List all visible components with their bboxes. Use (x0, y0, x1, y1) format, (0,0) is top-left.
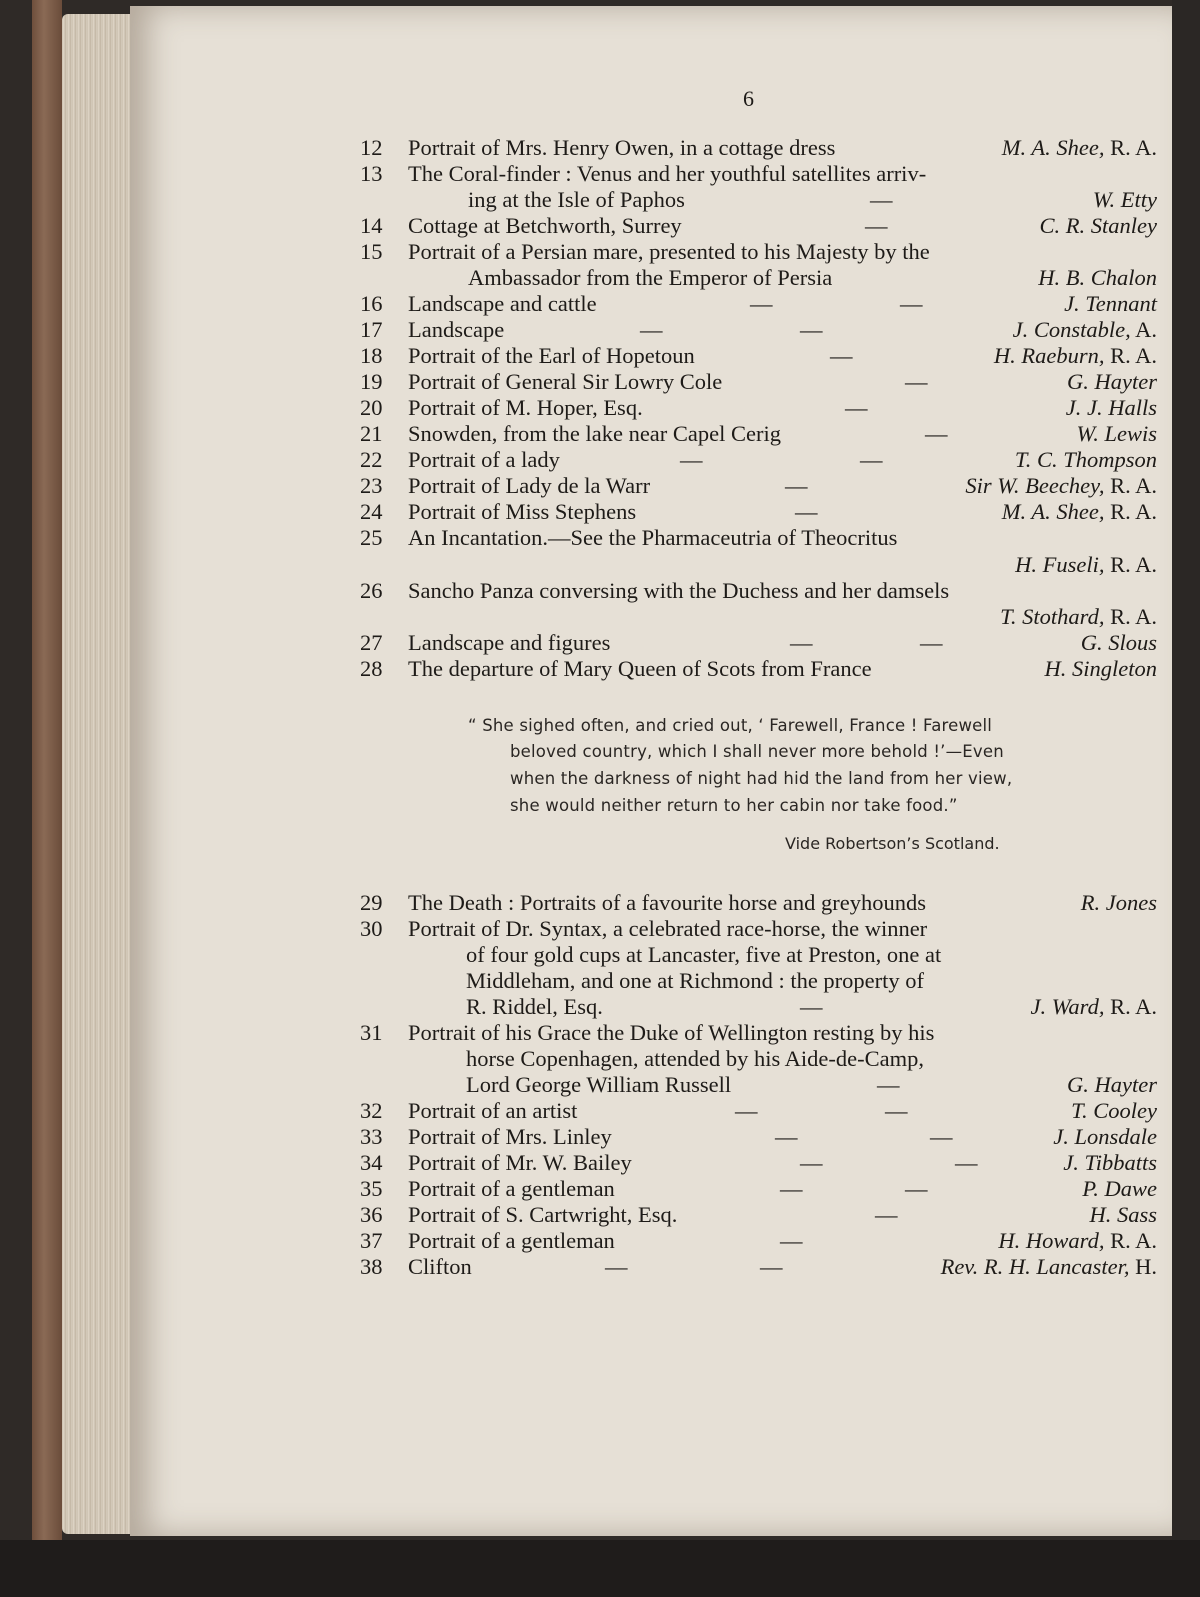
entry-title: The Death : Portraits of a favourite horse and greyhounds (408, 890, 926, 915)
leader-dash: — (800, 317, 823, 342)
entry-number: 17 (360, 317, 383, 342)
entry-artist (1077, 421, 1157, 447)
artist-name: M. A. Shee, (1001, 135, 1105, 160)
artist-name: H. Raeburn, (993, 343, 1105, 368)
entry-title: Clifton (408, 1254, 472, 1279)
leader-dash: — (925, 421, 948, 446)
leader-dash: — (860, 447, 883, 472)
entry-title-continuation: horse Copenhagen, attended by his Aide-de-Camp, (466, 1046, 925, 1071)
leader-dash: — (877, 1071, 900, 1097)
entry-title: Landscape and cattle (408, 291, 597, 316)
entry-number: 29 (360, 890, 383, 915)
entry-artist (1038, 265, 1157, 291)
entry-number: 20 (360, 395, 383, 420)
entry-artist-row (360, 187, 1157, 213)
catalogue-entry (360, 916, 1157, 942)
leader-dash: — (920, 630, 943, 655)
bottom-shadow (0, 1540, 1200, 1597)
entry-artist-row (360, 499, 1157, 525)
entry-title: The departure of Mary Queen of Scots from France (408, 656, 872, 681)
leader-dash: — (680, 447, 703, 472)
entry-number: 15 (360, 239, 383, 264)
artist-name: H. Sass (1089, 1202, 1157, 1227)
catalogue-entry (360, 525, 1157, 551)
artist-name: Sir W. Beechey, (965, 473, 1105, 498)
artist-name: C. R. Stanley (1039, 213, 1157, 238)
entry-title-continuation: Lord George William Russell (466, 1071, 732, 1097)
entry-number: 12 (360, 135, 383, 160)
entry-number: 35 (360, 1176, 383, 1201)
entry-title: Portrait of his Grace the Duke of Wellington resting by his (408, 1020, 935, 1045)
entry-number: 28 (360, 656, 383, 681)
book-spine (32, 0, 62, 1540)
artist-name: J. Tennant (1064, 291, 1157, 316)
entry-artist-row (360, 1202, 1157, 1228)
entry-artist-row (360, 1072, 1157, 1098)
entry-title: Landscape (408, 317, 505, 342)
entry-artist-row (360, 473, 1157, 499)
artist-name: G. Hayter (1067, 369, 1157, 394)
entry-artist (1066, 395, 1157, 421)
entry-number: 25 (360, 525, 383, 550)
entry-number: 13 (360, 161, 383, 186)
artist-name: W. Lewis (1076, 421, 1157, 446)
entry-artist (1067, 369, 1157, 395)
entry-title: Portrait of Miss Stephens (408, 499, 637, 524)
entry-number: 27 (360, 630, 383, 655)
artist-name: T. C. Thompson (1014, 447, 1157, 472)
artist-suffix: R. A. (1104, 473, 1157, 498)
entry-title: Portrait of the Earl of Hopetoun (408, 343, 695, 368)
leader-dash: — (795, 499, 818, 524)
entry-artist (965, 473, 1157, 499)
entry-number: 22 (360, 447, 383, 472)
entry-title: Portrait of Mr. W. Bailey (408, 1150, 632, 1175)
artist-name: T. Stothard, (1000, 604, 1105, 629)
artist-name: T. Cooley (1071, 1098, 1157, 1123)
entry-artist (1002, 499, 1157, 525)
artist-suffix: R. A. (1104, 1228, 1157, 1253)
entry-title: Portrait of Mrs. Henry Owen, in a cottage dress (408, 135, 836, 160)
page-number: 6 (743, 86, 754, 111)
right-margin-shadow (1172, 0, 1200, 1597)
entry-number: 34 (360, 1150, 383, 1175)
entry-title: The Coral-finder : Venus and her youthful satellites arriv- (408, 161, 927, 186)
entry-title: Portrait of S. Cartwright, Esq. (408, 1202, 678, 1227)
entry-title: Portrait of Mrs. Linley (408, 1124, 612, 1149)
entry-artist-row (360, 369, 1157, 395)
entry-title-continuation: of four gold cups at Lancaster, five at Preston, one at (466, 942, 942, 967)
artist-name: H. Howard, (998, 1228, 1105, 1253)
entry-title: Portrait of General Sir Lowry Cole (408, 369, 723, 394)
entry-title: Portrait of a lady (408, 447, 560, 472)
leader-dash: — (870, 187, 893, 212)
entry-artist (998, 1228, 1157, 1254)
leader-dash: — (780, 1228, 803, 1253)
catalogue-entry (360, 239, 1157, 265)
entry-artist (1013, 317, 1157, 343)
entry-number: 36 (360, 1202, 383, 1227)
artist-suffix: R. A. (1104, 993, 1157, 1019)
entry-artist (1093, 187, 1157, 213)
artist-name: G. Slous (1080, 630, 1157, 655)
artist-name: J. Constable, (1012, 317, 1131, 342)
leader-dash: — (800, 993, 823, 1019)
artist-name: H. Fuseli, (1015, 552, 1105, 577)
entry-artist (1002, 135, 1157, 161)
artist-name: Rev. R. H. Lancaster, (940, 1254, 1130, 1279)
leader-dash: — (775, 1124, 798, 1149)
artist-name: J. Ward, (1030, 993, 1105, 1019)
entry-artist-row (360, 135, 1157, 161)
entry-artist-row (360, 265, 1157, 291)
leader-dash: — (885, 1098, 908, 1123)
entry-artist-row (360, 1254, 1157, 1280)
quote-line: beloved country, which I shall never more behold !’—Even (510, 742, 1004, 761)
quote-line: she would neither return to her cabin nor take food.” (510, 796, 958, 815)
entry-number: 16 (360, 291, 383, 316)
entry-number: 37 (360, 1228, 383, 1253)
artist-suffix: R. A. (1104, 499, 1157, 524)
leader-dash: — (790, 630, 813, 655)
entry-title-continuation: Ambassador from the Emperor of Persia (468, 265, 833, 290)
entry-title: Sancho Panza conversing with the Duchess and her damsels (408, 578, 950, 603)
entry-artist-row (360, 343, 1157, 369)
entry-title: Portrait of Lady de la Warr (408, 473, 651, 498)
entry-number: 21 (360, 421, 383, 446)
entry-title: Portrait of a gentleman (408, 1228, 615, 1253)
artist-suffix: H. (1129, 1254, 1157, 1279)
entry-artist (1045, 656, 1158, 682)
entry-title-continuation: R. Riddel, Esq. (466, 993, 603, 1019)
entry-number: 18 (360, 343, 383, 368)
artist-name: H. B. Chalon (1038, 265, 1157, 290)
leader-dash: — (845, 395, 868, 420)
leader-dash: — (905, 369, 928, 394)
quote-line: when the darkness of night had hid the land from her view, (510, 769, 1013, 788)
entry-artist-row (360, 317, 1157, 343)
entry-artist (1067, 1072, 1157, 1098)
leader-dash: — (780, 1176, 803, 1201)
entry-artist-row (360, 447, 1157, 473)
entry-title: Portrait of a gentleman (408, 1176, 615, 1201)
entry-artist (1015, 447, 1157, 473)
leader-dash: — (760, 1254, 783, 1279)
entry-artist (1000, 604, 1157, 630)
entry-artist-row (360, 656, 1157, 682)
entry-number: 19 (360, 369, 383, 394)
entry-artist (1063, 1150, 1157, 1176)
entry-artist (1053, 1124, 1157, 1150)
entry-artist (1040, 213, 1157, 239)
artist-name: J. Lonsdale (1053, 1124, 1157, 1149)
leader-dash: — (605, 1254, 628, 1279)
leader-dash: — (640, 317, 663, 342)
leader-dash: — (785, 473, 808, 498)
entry-artist (1015, 552, 1157, 578)
entry-title-continuation: Middleham, and one at Richmond : the property of (466, 967, 925, 993)
catalogue-entry (360, 1020, 1157, 1046)
artist-suffix: R. A. (1104, 343, 1157, 368)
artist-name: M. A. Shee, (1001, 499, 1105, 524)
leader-dash: — (930, 1124, 953, 1149)
entry-artist-row (360, 395, 1157, 421)
leader-dash: — (865, 213, 888, 238)
artist-suffix: R. A. (1104, 552, 1157, 577)
quote-source: Vide Robertson’s Scotland. (785, 834, 1000, 853)
leader-dash: — (735, 1098, 758, 1123)
entry-number: 33 (360, 1124, 383, 1149)
leader-dash: — (905, 1176, 928, 1201)
artist-name: J. J. Halls (1065, 395, 1157, 420)
leader-dash: — (955, 1150, 978, 1175)
entry-artist (1082, 1176, 1157, 1202)
entry-title: Cottage at Betchworth, Surrey (408, 213, 682, 238)
entry-number: 26 (360, 578, 383, 603)
entry-number: 23 (360, 473, 383, 498)
entry-artist (941, 1254, 1157, 1280)
artist-name: J. Tibbatts (1063, 1150, 1157, 1175)
entry-artist-row (360, 1150, 1157, 1176)
artist-name: G. Hayter (1067, 1071, 1157, 1097)
entry-artist-row (360, 1228, 1157, 1254)
entry-artist-row (360, 213, 1157, 239)
entry-artist-row (360, 994, 1157, 1020)
leader-dash: — (800, 1150, 823, 1175)
entry-title: Portrait of Dr. Syntax, a celebrated race-horse, the winner (408, 916, 928, 941)
entry-artist-row (360, 1176, 1157, 1202)
entry-number: 30 (360, 916, 383, 941)
entry-title: Portrait of an artist (408, 1098, 578, 1123)
leader-dash: — (875, 1202, 898, 1227)
entry-title: Landscape and figures (408, 630, 611, 655)
entry-artist (1081, 890, 1157, 916)
artist-suffix: A. (1130, 317, 1157, 342)
entry-artist-row (360, 1124, 1157, 1150)
entry-artist (1064, 291, 1157, 317)
entry-title: An Incantation.—See the Pharmaceutria of Theocritus (408, 525, 898, 550)
entry-number: 38 (360, 1254, 383, 1279)
artist-suffix: R. A. (1104, 604, 1157, 629)
entry-title-continuation: ing at the Isle of Paphos (468, 187, 685, 212)
leader-dash: — (900, 291, 923, 316)
leader-dash: — (750, 291, 773, 316)
entry-title: Portrait of a Persian mare, presented to his Majesty by the (408, 239, 930, 264)
entry-number: 24 (360, 499, 383, 524)
catalogue-entry (360, 161, 1157, 187)
entry-number: 14 (360, 213, 383, 238)
entry-artist (1071, 1098, 1157, 1124)
entry-artist-row (360, 1098, 1157, 1124)
artist-suffix: R. A. (1104, 135, 1157, 160)
entry-artist-row (360, 890, 1157, 916)
entry-title: Snowden, from the lake near Capel Cerig (408, 421, 782, 446)
entry-artist-row (360, 552, 1157, 578)
entry-number: 31 (360, 1020, 383, 1045)
entry-artist (1081, 630, 1157, 656)
entry-artist (994, 343, 1157, 369)
leader-dash: — (830, 343, 853, 368)
entry-artist (1089, 1202, 1157, 1228)
entry-number: 32 (360, 1098, 383, 1123)
page-edges (62, 14, 140, 1534)
quote-line: “ She sighed often, and cried out, ‘ Farewell, France ! Farewell (468, 716, 993, 735)
catalogue-entry (360, 578, 1157, 604)
artist-name: R. Jones (1080, 890, 1157, 915)
artist-name: P. Dawe (1082, 1176, 1157, 1201)
entry-artist-row (360, 630, 1157, 656)
entry-artist (1031, 994, 1157, 1020)
artist-name: W. Etty (1092, 187, 1157, 212)
artist-name: H. Singleton (1044, 656, 1157, 681)
entry-artist-row (360, 421, 1157, 447)
entry-artist-row (360, 604, 1157, 630)
entry-title: Portrait of M. Hoper, Esq. (408, 395, 643, 420)
